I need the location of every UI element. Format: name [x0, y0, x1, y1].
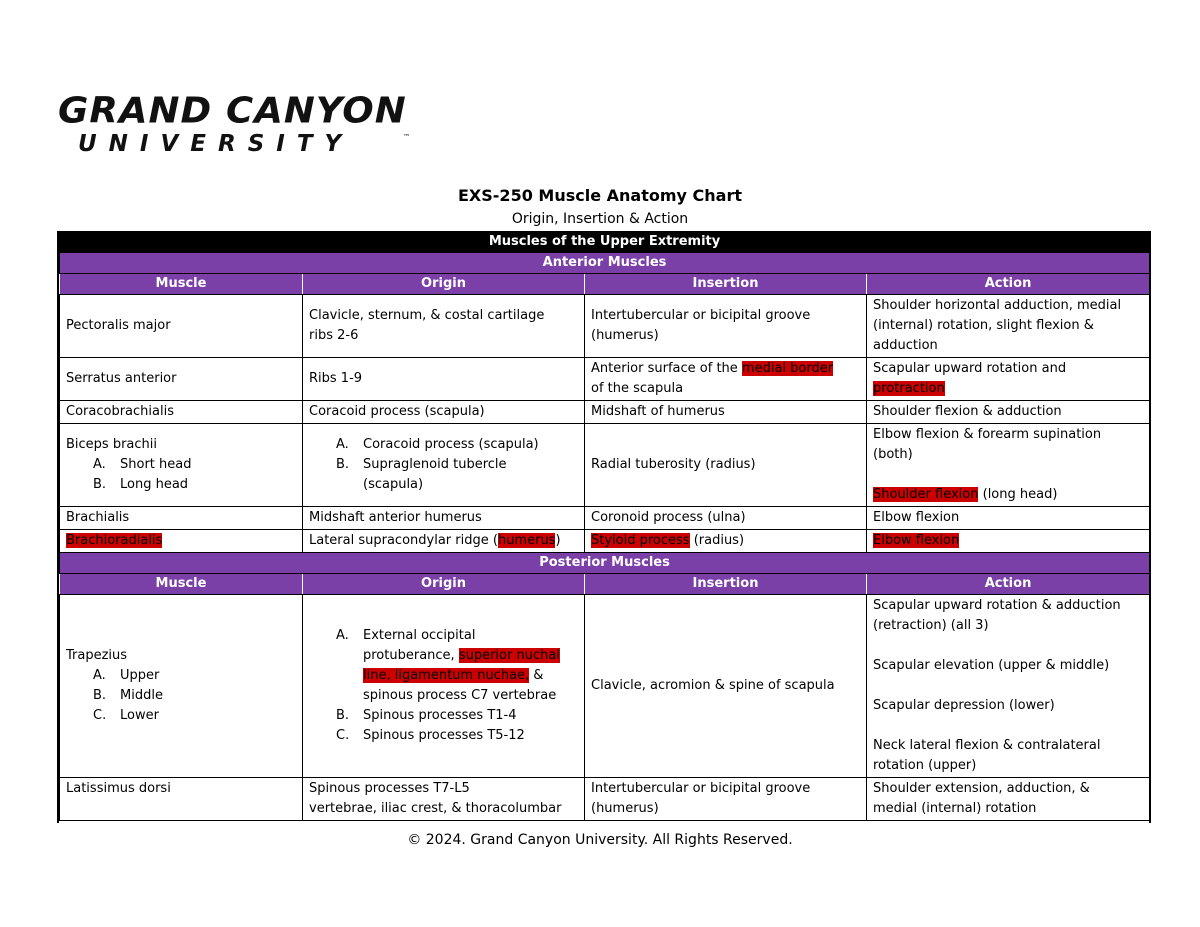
list-item: A. Short head: [93, 457, 192, 472]
muscle-subparts: [66, 455, 296, 495]
cell-action: [867, 295, 1150, 358]
text-line: Shoulder flexion & adduction: [873, 404, 1062, 419]
header-origin: Origin: [303, 274, 585, 295]
logo-line-1: GRAND CANYON: [58, 90, 407, 131]
cell-insertion: [585, 295, 867, 358]
header-insertion: Insertion: [585, 574, 867, 595]
text-line: (both): [873, 447, 913, 462]
muscle-name: Pectoralis major: [66, 318, 171, 333]
text-line: Elbow flexion: [873, 510, 960, 525]
highlighted-text: protraction: [873, 381, 945, 396]
text-line: vertebrae, iliac crest, & thoracolumbar: [309, 801, 562, 816]
highlighted-text: superior nuchal: [458, 648, 560, 663]
muscle-subparts: [66, 666, 296, 726]
origin-list: [309, 626, 578, 746]
text-line: Shoulder horizontal adduction, medial: [873, 298, 1122, 313]
table-row: [60, 358, 1150, 401]
logo-trademark: ™: [403, 133, 410, 141]
cell-muscle: [60, 507, 303, 530]
list-item: C. Lower: [93, 708, 159, 723]
section-title: Muscles of the Upper Extremity: [60, 232, 1150, 253]
table-row: [60, 295, 1150, 358]
anterior-title: Anterior Muscles: [60, 253, 1150, 274]
cell-origin: [303, 595, 585, 778]
text-segment: Anterior surface of the: [591, 361, 742, 376]
logo-line-2: UNIVERSITY: [78, 131, 354, 157]
header-origin: Origin: [303, 574, 585, 595]
cell-muscle: [60, 358, 303, 401]
header-action: Action: [867, 274, 1150, 295]
list-item: A. Upper: [93, 668, 160, 683]
table-row: [60, 530, 1150, 553]
text-line: Coronoid process (ulna): [591, 510, 746, 525]
cell-muscle: [60, 295, 303, 358]
cell-insertion: [585, 507, 867, 530]
text-line: Scapular upward rotation & adduction: [873, 598, 1121, 613]
table-row: [60, 595, 1150, 778]
gcu-logo: [58, 90, 410, 160]
cell-action: [867, 530, 1150, 553]
cell-origin: [303, 295, 585, 358]
header-muscle: Muscle: [60, 274, 303, 295]
text-line: (humerus): [591, 328, 659, 343]
cell-action: [867, 778, 1150, 821]
highlighted-text: Shoulder flexion: [873, 487, 979, 502]
cell-action: [867, 401, 1150, 424]
cell-action: [867, 424, 1150, 507]
text-line: (humerus): [591, 801, 659, 816]
text-line: Radial tuberosity (radius): [591, 457, 756, 472]
header-row-anterior: [60, 274, 1150, 295]
cell-muscle: [60, 401, 303, 424]
highlighted-text: Brachioradialis: [66, 533, 163, 548]
text-line: Scapular elevation (upper & middle): [873, 658, 1110, 673]
table-row: [60, 507, 1150, 530]
text-line: medial (internal) rotation: [873, 801, 1037, 816]
cell-insertion: [585, 595, 867, 778]
text-line: Elbow flexion & forearm supination: [873, 427, 1102, 442]
cell-muscle: [60, 424, 303, 507]
text-line: Scapular upward rotation and: [873, 361, 1067, 376]
table-row: [60, 424, 1150, 507]
highlighted-text: medial border: [741, 361, 834, 376]
cell-origin: [303, 778, 585, 821]
muscle-table: [59, 231, 1150, 821]
posterior-band: [60, 553, 1150, 574]
origin-list: [309, 435, 578, 495]
table-row: [60, 778, 1150, 821]
cell-origin: [303, 401, 585, 424]
highlighted-text: Elbow flexion: [873, 533, 960, 548]
text-line: Intertubercular or bicipital groove: [591, 308, 811, 323]
header-insertion: Insertion: [585, 274, 867, 295]
cell-muscle: [60, 778, 303, 821]
header-action: Action: [867, 574, 1150, 595]
text-line: Coracoid process (scapula): [309, 404, 485, 419]
cell-muscle: [60, 530, 303, 553]
text-line: (retraction) (all 3): [873, 618, 989, 633]
muscle-table-container: [57, 231, 1151, 823]
list-item: B. Middle: [93, 688, 163, 703]
copyright-footer: © 2024. Grand Canyon University. All Rights Reserved.: [407, 832, 793, 848]
list-item: A. External occipital protuberance, superior nuchal line, ligamentum nuchae, & spinous process C7 vertebrae: [336, 628, 560, 703]
cell-insertion: [585, 358, 867, 401]
cell-action: [867, 507, 1150, 530]
header-row-posterior: [60, 574, 1150, 595]
table-row: [60, 401, 1150, 424]
muscle-name: Brachialis: [66, 510, 130, 525]
text-line: (internal) rotation, slight flexion &: [873, 318, 1094, 333]
text-line: Midshaft anterior humerus: [309, 510, 482, 525]
text-line: ribs 2-6: [309, 328, 359, 343]
cell-muscle: [60, 595, 303, 778]
highlighted-text: line, ligamentum nuchae,: [363, 668, 530, 683]
text-line: Clavicle, sternum, & costal cartilage: [309, 308, 545, 323]
muscle-name: Coracobrachialis: [66, 404, 174, 419]
text-line: adduction: [873, 338, 938, 353]
muscle-name: Latissimus dorsi: [66, 781, 171, 796]
header-muscle: Muscle: [60, 574, 303, 595]
cell-insertion: [585, 424, 867, 507]
cell-origin: [303, 358, 585, 401]
text-segment: (long head): [978, 487, 1058, 502]
cell-origin: [303, 507, 585, 530]
cell-origin: [303, 424, 585, 507]
cell-insertion: [585, 778, 867, 821]
muscle-name: Biceps brachii: [66, 437, 158, 452]
muscle-name: Serratus anterior: [66, 371, 177, 386]
page-subtitle: Origin, Insertion & Action: [511, 211, 689, 227]
highlighted-text: humerus: [497, 533, 556, 548]
highlighted-text: Styloid process: [591, 533, 690, 548]
text-line: Intertubercular or bicipital groove: [591, 781, 811, 796]
text-line: Spinous processes T7-L5: [309, 781, 470, 796]
list-item: B. Long head: [93, 477, 189, 492]
section-band: [60, 232, 1150, 253]
anterior-band: [60, 253, 1150, 274]
text-line: Scapular depression (lower): [873, 698, 1055, 713]
list-item: A. Coracoid process (scapula): [336, 437, 539, 452]
cell-action: [867, 358, 1150, 401]
list-item: B. Spinous processes T1-4: [336, 708, 517, 723]
text-line: of the scapula: [591, 381, 684, 396]
text-line: Neck lateral flexion & contralateral: [873, 738, 1101, 753]
page-title: EXS-250 Muscle Anatomy Chart: [458, 186, 742, 205]
muscle-name: Trapezius: [66, 648, 128, 663]
text-line: rotation (upper): [873, 758, 977, 773]
list-item: B. Supraglenoid tubercle (scapula): [336, 457, 507, 492]
list-item: C. Spinous processes T5-12: [336, 728, 525, 743]
cell-action: [867, 595, 1150, 778]
text-line: Shoulder extension, adduction, &: [873, 781, 1090, 796]
cell-origin: Lateral supracondylar ridge (humerus): [303, 530, 585, 553]
text-line: Clavicle, acromion & spine of scapula: [591, 678, 835, 693]
text-line: Ribs 1-9: [309, 371, 363, 386]
cell-insertion: [585, 401, 867, 424]
text-line: Midshaft of humerus: [591, 404, 725, 419]
posterior-title: Posterior Muscles: [60, 553, 1150, 574]
cell-insertion: Styloid process (radius): [585, 530, 867, 553]
